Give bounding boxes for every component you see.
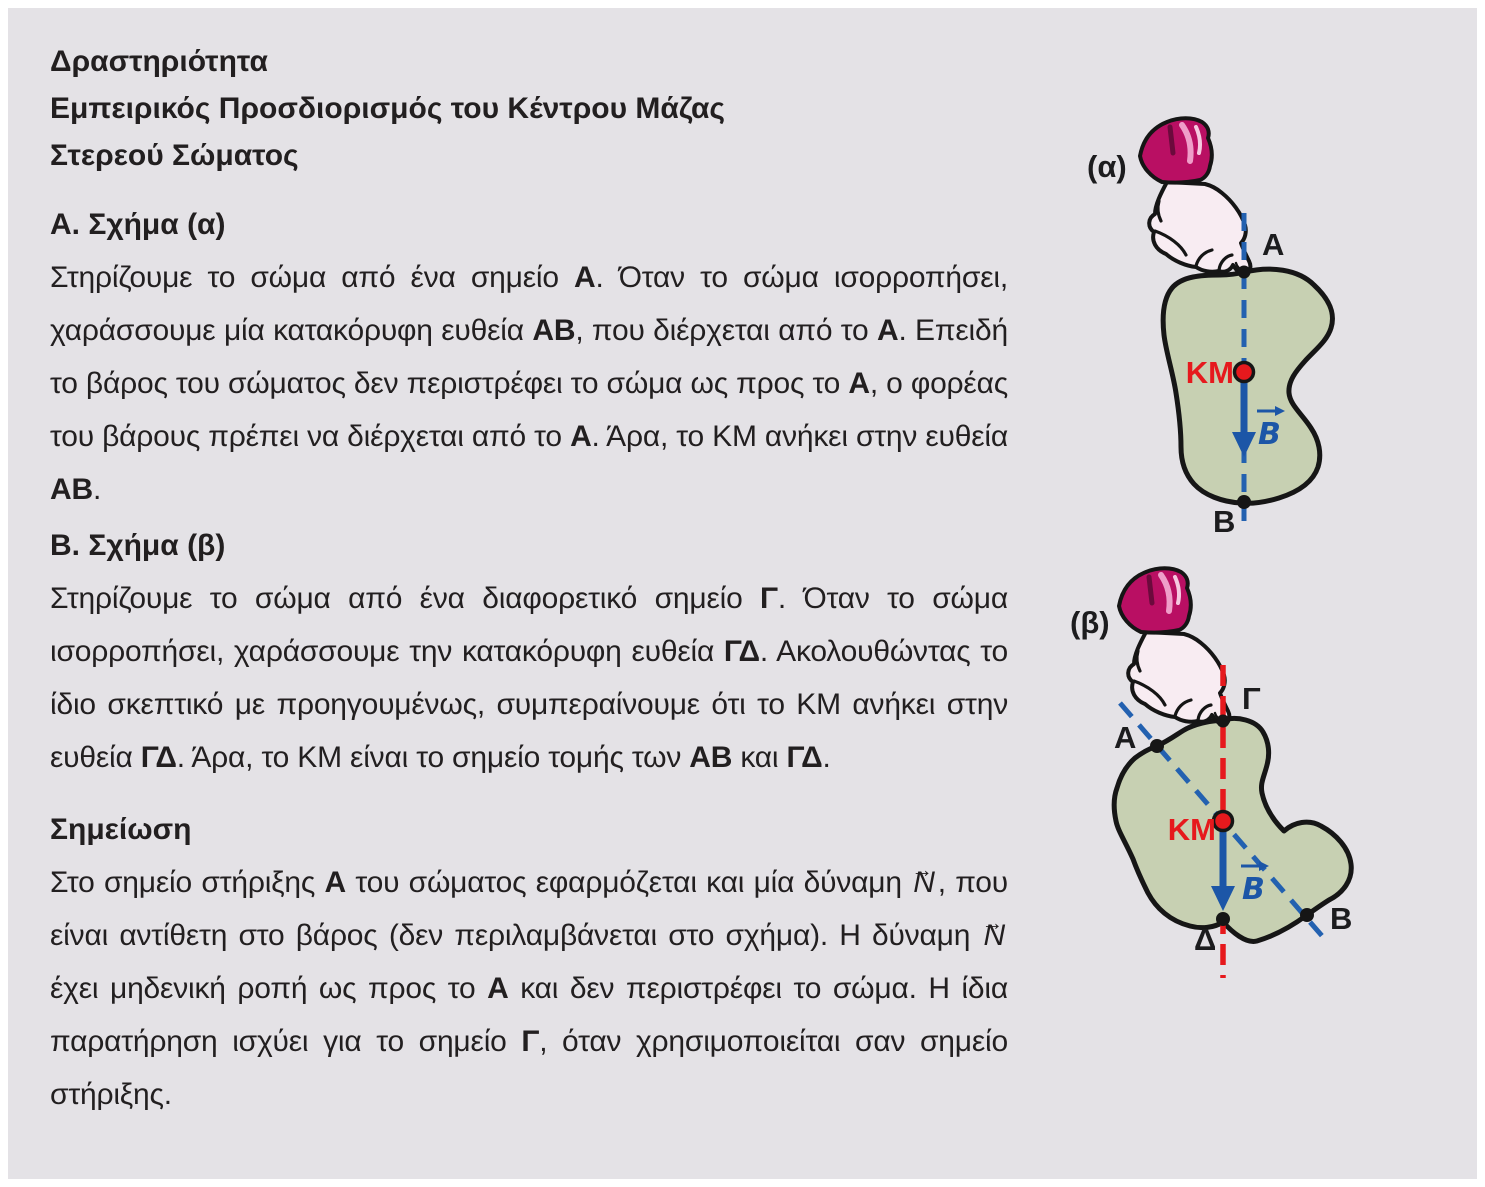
figure-alpha: [1030, 95, 1485, 555]
point-B-label: B: [1330, 901, 1353, 936]
point-A-dot: [1238, 266, 1251, 279]
point-A-dot: [1150, 739, 1164, 753]
figure-beta-canvas: [1020, 560, 1485, 1060]
section-a-heading: Α. Σχήμα (α): [50, 208, 226, 241]
point-A-label: A: [1262, 227, 1285, 262]
point-A-label: A: [1114, 720, 1137, 755]
hand-alpha: [1140, 118, 1250, 274]
section-a-paragraph: Στηρίζουμε το σώμα από ένα σημείο Α. Όταν το σώμα ισορροπήσει, χαράσσουμε μία κατακόρυφη ευθεία ΑΒ, που διέρχεται από το Α. Επειδή το βάρος του σώματος δεν περιστρέφει το σώμα ως προς το Α, ο φορέας του βάρους πρέπει να διέρχεται από το Α. Άρα, το ΚΜ ανήκει στην ευθεία ΑΒ.: [50, 261, 1009, 506]
point-B-label: B: [1213, 504, 1236, 539]
center-of-mass-dot: [1235, 363, 1254, 382]
figure-beta: [1020, 560, 1485, 1060]
point-B-dot: [1300, 908, 1314, 922]
center-of-mass-dot: [1214, 812, 1233, 831]
note-heading: Σημείωση: [50, 813, 192, 846]
vector-B-letter: B: [1258, 417, 1281, 452]
point-G-label: Γ: [1242, 681, 1261, 716]
point-D-dot: [1216, 912, 1230, 926]
figure-alpha-tag: (α): [1087, 149, 1127, 184]
doc-title-line-2: Στερεού Σώματος: [50, 139, 299, 172]
doc-title-line-1: Εμπειρικός Προσδιορισμός του Κέντρου Μάζας: [50, 92, 725, 125]
figure-beta-tag: (β): [1070, 605, 1110, 640]
section-b-heading: Β. Σχήμα (β): [50, 529, 226, 562]
body-shape-beta: [1114, 719, 1351, 942]
text-column: [50, 38, 1008, 1121]
activity-panel: [8, 8, 1477, 1179]
point-B-dot: [1237, 495, 1251, 509]
point-G-dot: [1217, 715, 1230, 728]
vector-B-letter: B: [1242, 872, 1265, 907]
figure-alpha-canvas: [1030, 95, 1485, 555]
note-paragraph: Στο σημείο στήριξης Α του σώματος εφαρμόζεται και μία δύναμη → N , που είναι αντίθετη στο βάρος (δεν περιλαμβάνεται στο σχήμα). Η δύναμη → N έχει μηδενική ροπή ως προς το Α και δεν περιστρέφει το σώμα. Η ίδια παρατήρηση ισχύει για το σημείο Γ, όταν χρησιμοποιείται σαν σημείο στήριξης.: [50, 856, 1008, 1121]
point-D-label: Δ: [1194, 922, 1217, 957]
hand-beta: [1119, 568, 1229, 724]
activity-kicker: Δραστηριότητα: [50, 45, 268, 78]
km-label: KM: [1167, 812, 1216, 847]
km-label: KM: [1185, 355, 1234, 390]
section-b-paragraph: Στηρίζουμε το σώμα από ένα διαφορετικό σημείο Γ. Όταν το σώμα ισορροπήσει, χαράσσουμε την κατακόρυφη ευθεία ΓΔ. Ακολουθώντας το ίδιο σκεπτικό με προηγουμένως, συμπεραίνουμε ότι το ΚΜ ανήκει στην ευθεία ΓΔ. Άρα, το ΚΜ είναι το σημείο τομής των ΑΒ και ΓΔ.: [50, 582, 1008, 774]
